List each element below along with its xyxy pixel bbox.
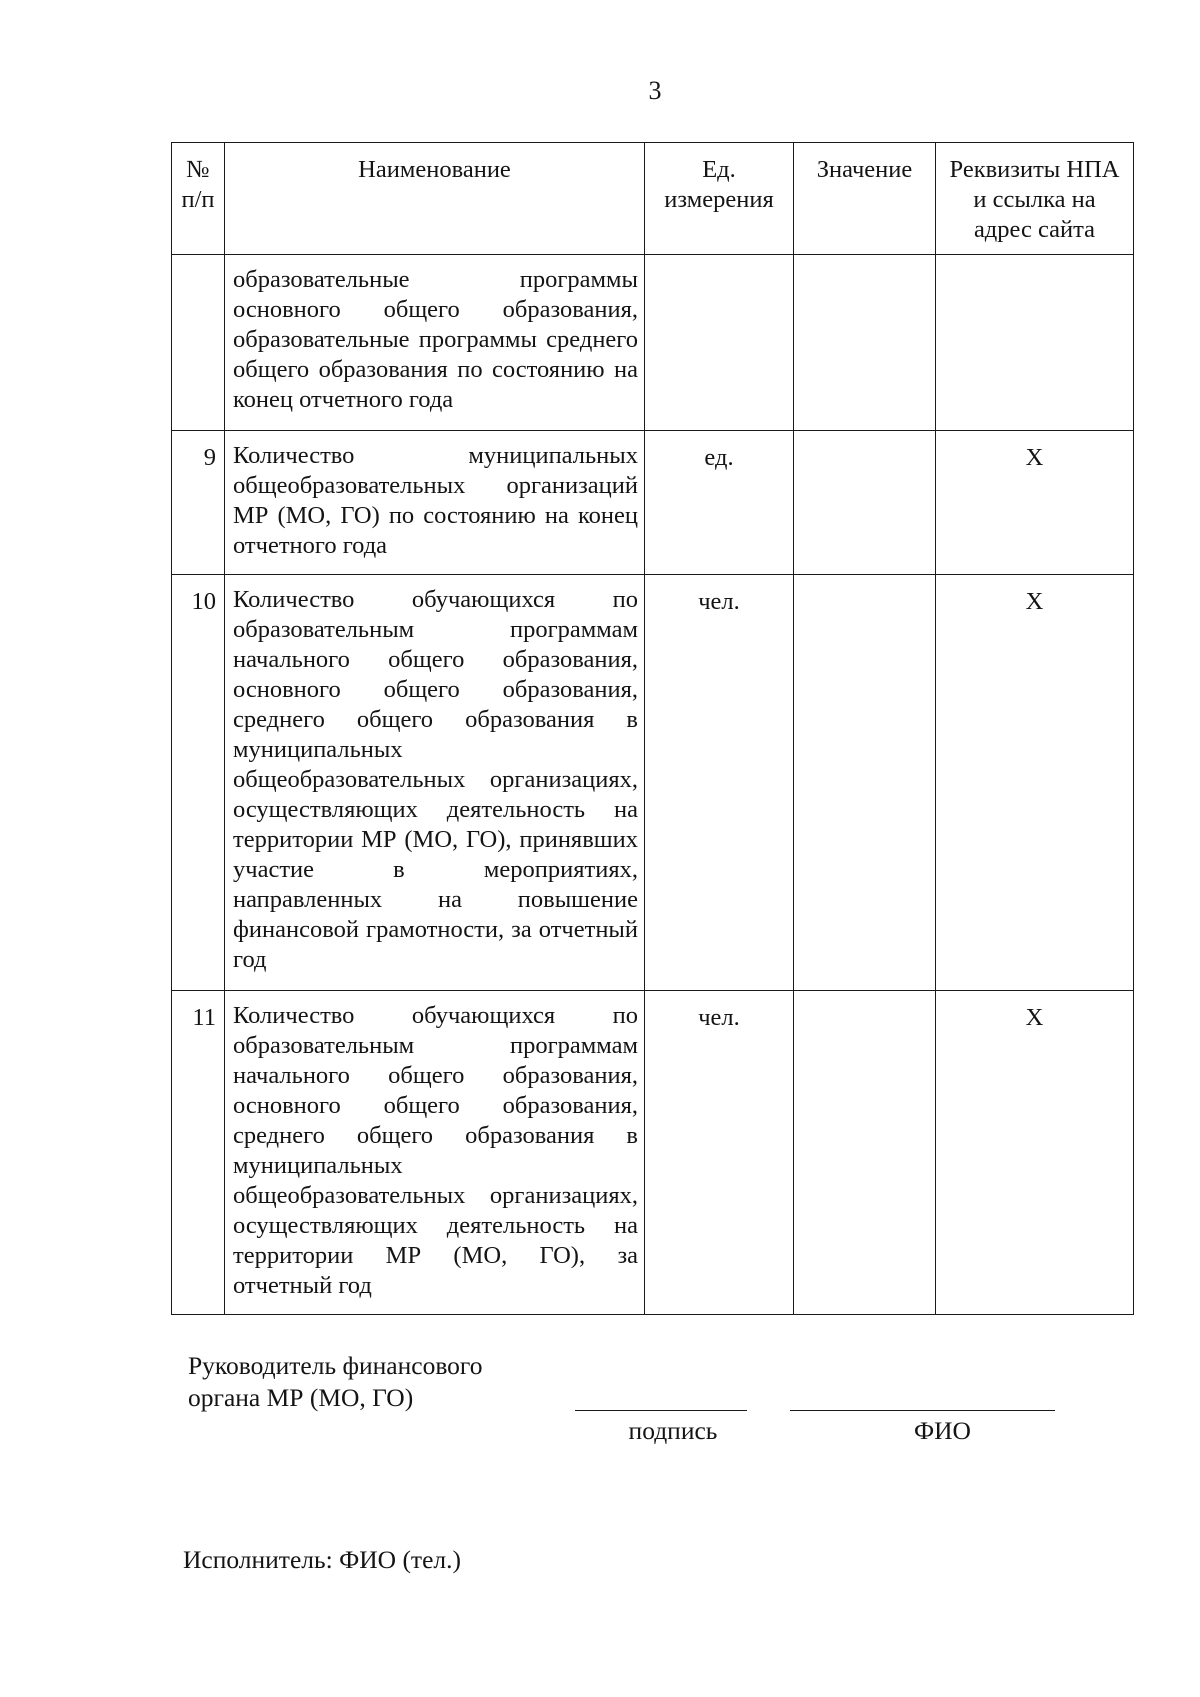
header-value: Значение [794,143,936,255]
row-name: Количество обучающихся по образовательным программам начального общего образования, основного общего образования, среднего общего образования в муниципальных общеобразовательных организациях, осуществляющих деятельность на территории МР (МО, ГО), за отчетный год [225,991,645,1315]
report-table [171,142,1134,1315]
table-header [172,143,1134,255]
row-num [172,255,225,431]
table-body [172,255,1134,1315]
row-value [794,991,936,1315]
row-name: образовательные программы основного общего образования, образовательные программы среднего общего образования по состоянию на конец отчетного года [225,255,645,431]
header-name: Наименование [225,143,645,255]
row-name: Количество муниципальных общеобразовательных организаций МР (МО, ГО) по состоянию на конец отчетного года [225,431,645,575]
table-row [172,431,1134,575]
row-requisites: Х [936,991,1134,1315]
table-row [172,255,1134,431]
header-unit: Ед. измерения [645,143,794,255]
header-num: № п/п [172,143,225,255]
signature-title-line-2: органа МР (МО, ГО) [188,1383,414,1412]
row-name: Количество обучающихся по образовательным программам начального общего образования, основного общего образования, среднего общего образования в муниципальных общеобразовательных организациях, осуществляющих деятельность на территории МР (МО, ГО), принявших участие в мероприятиях, направленных на повышение финансовой грамотности, за отчетный год [225,575,645,991]
executor-line: Исполнитель: ФИО (тел.) [183,1545,461,1574]
header-row [172,143,1134,255]
name-caption: ФИО [914,1416,971,1445]
row-unit: чел. [645,575,794,991]
row-unit [645,255,794,431]
row-num: 11 [172,991,225,1315]
row-unit: чел. [645,991,794,1315]
name-line [790,1410,1055,1411]
signature-line [575,1410,747,1411]
page-number: 3 [648,76,662,105]
row-value [794,575,936,991]
row-num: 10 [172,575,225,991]
table-row [172,991,1134,1315]
header-requisites: Реквизиты НПА и ссылка на адрес сайта [936,143,1134,255]
table-row [172,575,1134,991]
row-requisites: Х [936,575,1134,991]
row-value [794,255,936,431]
row-num: 9 [172,431,225,575]
signature-title-line-1: Руководитель финансового [188,1351,483,1380]
signature-block [188,1350,483,1414]
row-unit: ед. [645,431,794,575]
row-value [794,431,936,575]
signature-caption: подпись [628,1416,718,1445]
row-requisites [936,255,1134,431]
row-requisites: Х [936,431,1134,575]
